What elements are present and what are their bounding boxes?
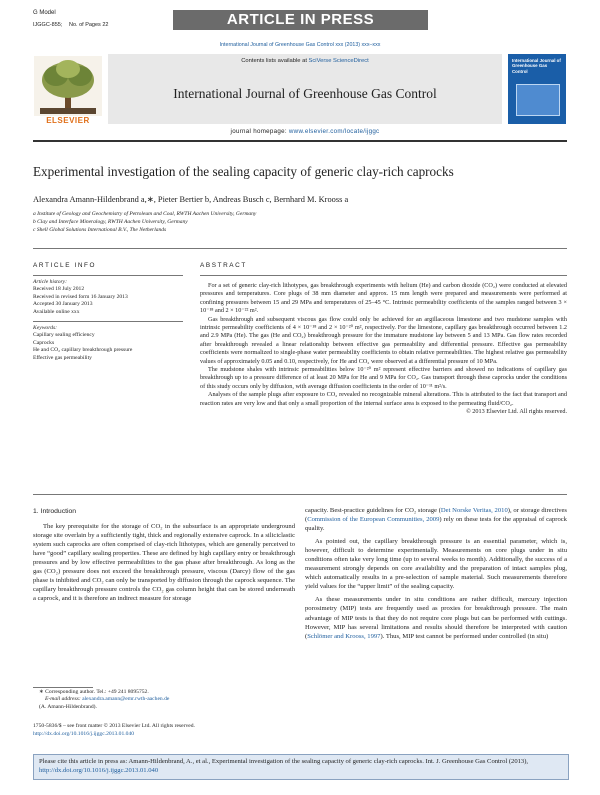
cover-title: International Journal of Greenhouse Gas Control — [512, 58, 561, 74]
text-run: ). Thus, MIP test cannot be performed under controlled (in situ) — [380, 632, 549, 640]
email-link[interactable]: alexandra.amann@emr.rwth-aachen.de — [82, 696, 170, 703]
footnote-rule — [33, 687, 93, 688]
journal-citation[interactable]: International Journal of Greenhouse Gas Control xxx (2013) xxx–xxx — [219, 42, 381, 48]
reference-link[interactable]: Schlömer and Krooss, 1997 — [307, 632, 381, 640]
intro-paragraph — [305, 506, 567, 533]
keywords — [33, 325, 193, 362]
history-item: Received in revised form 16 January 2013 — [33, 293, 128, 300]
text-run: capacity. Best-practice guidelines for CO₂ storage ( — [305, 507, 441, 514]
email-name: (A. Amann-Hildenbrand). — [39, 703, 97, 710]
contents-prefix: Contents lists available at — [241, 58, 309, 64]
model-label: G Model — [33, 10, 56, 16]
affiliation-a: a Institute of Geology and Geochemistry of Petroleum and Coal, RWTH Aachen University, Germany — [33, 211, 257, 217]
article-in-press-banner: ARTICLE IN PRESS — [173, 10, 428, 30]
intro-left-column: The key prerequisite for the storage of CO₂ in the subsurface is an appropriate underground storage site overlain by a sufficiently tight, thick and regionally extensive caprock. In a siliciclastic system such caprocks are often comprised of clay-rich lithotypes, which are generally perceived to have “good” capillary sealing properties. These are defined by high capillary entry or breakthrough pressures and by low effective permeabilities to the gas phase after breakthrough. As long as the gas (CO₂) pressure does not exceed the breakthrough pressure, viscous (Darcy) flow of the gas phase is inhibited and CO₂ can only be transported by diffusion through the caprock sequence. The capillary breakthrough pressure controls the CO₂ gas column height that can be stored underneath a caprock, and it is therefore an indirect measure for storage — [33, 523, 295, 603]
copyright: © 2013 Elsevier Ltd. All rights reserved. — [466, 408, 567, 416]
page-count: No. of Pages 22 — [69, 22, 109, 28]
homepage-label: journal homepage: — [230, 128, 289, 135]
cite-doi-link[interactable]: http://dx.doi.org/10.1016/j.ijggc.2013.01.040 — [39, 766, 159, 774]
abstract-heading: ABSTRACT — [200, 262, 247, 269]
email-label: E-mail address: — [45, 696, 83, 703]
homepage-link[interactable]: www.elsevier.com/locate/ijggc — [288, 128, 380, 135]
intro-paragraph — [305, 595, 567, 640]
keywords-rule — [33, 321, 183, 322]
history-item: Available online xxx — [33, 308, 80, 315]
reference-link[interactable]: Commission of the European Communities, 2009 — [307, 516, 440, 524]
abstract-body — [200, 282, 567, 417]
keyword: Capillary sealing efficiency — [33, 332, 95, 339]
history-item: Received 18 July 2012 — [33, 286, 85, 293]
cover-image — [516, 84, 560, 116]
article-info — [33, 279, 188, 316]
intro-right-column — [305, 506, 567, 641]
journal-cover — [508, 54, 566, 124]
journal-homepage — [108, 128, 502, 135]
article-title: Experimental investigation of the sealing capacity of generic clay-rich caprocks — [33, 164, 454, 179]
email-line — [33, 696, 295, 703]
footnotes — [33, 689, 295, 711]
keywords-label: Keywords: — [33, 325, 58, 331]
masthead-rule — [33, 140, 567, 142]
affiliation-b: b Clay and Interface Mineralogy, RWTH Aachen University, Germany — [33, 219, 188, 225]
abstract-rule — [200, 275, 567, 276]
title-rule — [33, 248, 567, 249]
elsevier-logo — [34, 56, 102, 124]
author-list: Alexandra Amann-Hildenbrand a,∗, Pieter Bertier b, Andreas Busch c, Bernhard M. Krooss a — [33, 195, 349, 204]
intro-paragraph: As pointed out, the capillary breakthrough pressure is an essential parameter, which is, however, difficult to determine experimentally. Measurements on core plugs under in situ conditions often take very long time (up to several weeks to month). Additionally, the success of a measurement strongly depends on core availability and the preparation of intact samples plug, which automatically results in a pre-selection of sample material. Such measurements therefore yield values for the “upper limit” of the sealing capacity. — [305, 538, 567, 591]
text-run: As these measurements under in situ conditions are rather difficult, mercury injection porosimetry (MIP) tests are frequently used as proxies for breakthrough pressure. The main advantage of MIP tests is that they do not require core plugs but can be performed with cuttings. However, MIP has several limitations and results should therefore be interpreted with caution ( — [305, 596, 567, 640]
contents-line — [108, 58, 502, 64]
keyword: Caprocks — [33, 339, 55, 346]
sciencedirect-link[interactable]: SciVerse ScienceDirect — [308, 58, 369, 64]
journal-name: International Journal of Greenhouse Gas Control — [173, 86, 437, 101]
issn-line: 1750-5836/$ – see front matter © 2013 Elsevier Ltd. All rights reserved. — [33, 723, 195, 729]
abstract-paragraph: The mudstone shales with intrinsic permeabilities below 10⁻²⁰ m² represent effective barriers and showed no indications of capillary gas breakthrough up to a pressure difference of at least 20 MPa for He and 9 MPa for CO₂. Gas transport through these caprocks under the conditions of this study occurs only by diffusion, with average diffusion coefficients in the order of 10⁻¹¹ m²/s. — [200, 366, 567, 390]
cite-box — [33, 754, 569, 780]
article-info-heading: ARTICLE INFO — [33, 262, 97, 269]
cite-text: Amann-Hildenbrand, A., et al., Experimental investigation of the sealing capacity of generic clay-rich caprocks. Int. J. Greenhouse Gas Control (2013), — [128, 758, 529, 765]
history-label: Article history: — [33, 279, 68, 285]
keyword: Effective gas permeability — [33, 354, 92, 361]
text-run: ), or storage directives ( — [305, 507, 567, 524]
affiliation-c: c Shell Global Solutions International B.V., The Netherlands — [33, 227, 167, 233]
corresponding-author: ∗ Corresponding author. Tel.: +49 241 8095752. — [39, 689, 149, 695]
abstract-paragraph: Gas breakthrough and subsequent viscous gas flow could only be achieved for an argillaceous limestone and two mudstone samples with intrinsic permeability coefficients of 4 × 10⁻¹⁸ and 2 × 10⁻²⁰ m², respectively. For the limestone, capillary gas breakthrough occurred between 1.2 and 2.9 MPa (He). The gas (He and CO₂) breakthrough pressure for the immature mudstone lay between 5 and 13 MPa. Gas flow rates recorded after breakthrough revealed a linear relationship between effective gas permeability and differential pressure. Effective gas permeability coefficients were normalized to single-phase water permeability coefficients to obtain relative permeabilities. The highest relative gas permeability values of approximately 0.05 and 0.10, respectively, for He and CO₂ were observed at a differential pressure of 10 MPa. — [200, 315, 567, 365]
abstract-bottom-rule — [33, 494, 567, 495]
abstract-paragraph: Analyses of the sample plugs after exposure to CO₂ revealed no recognizable mineral alterations. This is attributed to the fact that transport and reaction rates are very low and that only a small proportion of the internal surface area is exposed to the permeating fluid/CO₂. — [200, 391, 567, 407]
article-code: IJGGC-855; — [33, 22, 63, 28]
text-run: ) rely on these tests for the appraisal of caprock quality. — [305, 516, 567, 533]
cite-prefix: Please cite this article in press as: — [39, 758, 129, 765]
doi-link[interactable]: http://dx.doi.org/10.1016/j.ijggc.2013.01.040 — [33, 731, 135, 737]
elsevier-tree-icon — [34, 56, 102, 116]
reference-link[interactable]: Det Norske Veritas, 2010 — [440, 507, 508, 514]
info-rule — [33, 275, 183, 276]
history-item: Accepted 30 January 2013 — [33, 301, 93, 308]
intro-heading: 1. Introduction — [33, 508, 77, 515]
elsevier-wordmark: ELSEVIER — [46, 116, 90, 125]
abstract-paragraph: For a set of generic clay-rich lithotypes, gas breakthrough experiments with helium (He) and carbon dioxide (CO₂) were conducted at elevated pressures and temperatures. Core plugs of 38 mm diameter and approx. 15 mm length were prepared and measurements were performed at confining pressures between 15 and 29 MPa and temperatures of 25–45 °C. Intrinsic permeability coefficients of the samples ranged between 3 × 10⁻¹⁸ and 2 × 10⁻²² m². — [200, 282, 567, 315]
keyword: He and CO₂ capillary breakthrough pressure — [33, 347, 133, 354]
